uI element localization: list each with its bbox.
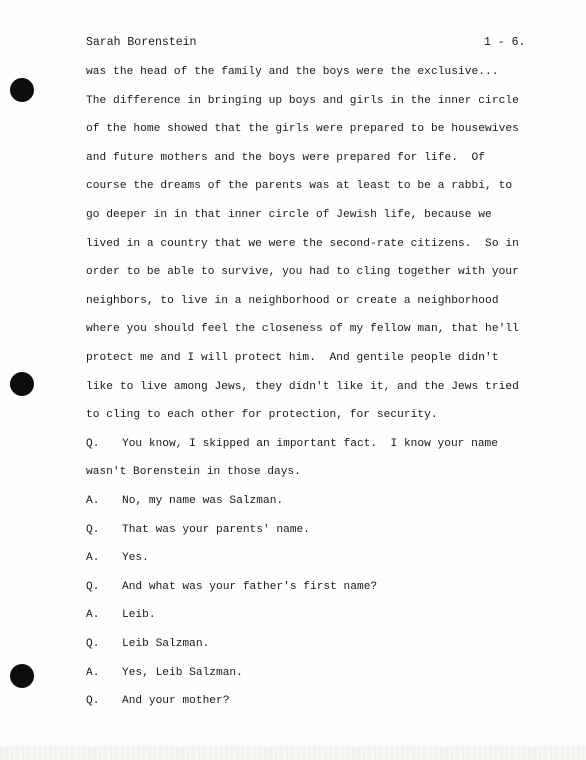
paragraph-line: like to live among Jews, they didn't like it, and the Jews tried — [86, 380, 519, 393]
dialogue-entry — [86, 638, 209, 650]
speaker-tag: A. — [86, 552, 100, 565]
paragraph-line: order to be able to survive, you had to cling together with your — [86, 266, 519, 279]
binder-hole-middle — [10, 372, 34, 396]
dialogue-text: And your mother? — [122, 695, 230, 708]
dialogue-entry — [86, 609, 156, 621]
speaker-tag: Q. — [86, 695, 100, 708]
dialogue-text: Yes, Leib Salzman. — [122, 666, 243, 679]
dialogue-text: That was your parents' name. — [122, 523, 310, 536]
paragraph-line: was the head of the family and the boys were the exclusive... — [86, 66, 499, 78]
dialogue-text: And what was your father's first name? — [122, 580, 378, 593]
paragraph-line: course the dreams of the parents was at least to be a rabbi, to — [86, 180, 513, 193]
speaker-tag: A. — [86, 609, 100, 622]
binder-hole-top — [10, 78, 34, 102]
dialogue-text: Leib. — [122, 609, 156, 622]
paragraph-line: where you should feel the closeness of my fellow man, that he'll — [86, 323, 519, 336]
dialogue-text: wasn't Borenstein in those days. — [86, 466, 301, 479]
paragraph-line: of the home showed that the girls were prepared to be housewives — [86, 123, 519, 136]
paragraph-line: and future mothers and the boys were prepared for life. Of — [86, 151, 486, 164]
speaker-tag: A. — [86, 495, 100, 507]
dialogue-continuation — [86, 466, 301, 478]
speaker-tag: Q. — [86, 580, 100, 593]
paragraph-line: lived in a country that we were the second-rate citizens. So in — [86, 237, 519, 250]
scan-edge — [0, 746, 586, 760]
paragraph-line: to cling to each other for protection, for security. — [86, 409, 438, 422]
paragraph-line: neighbors, to live in a neighborhood or create a neighborhood — [86, 294, 499, 307]
speaker-tag: Q. — [86, 437, 100, 450]
dialogue-entry — [86, 524, 310, 536]
dialogue-entry — [86, 438, 498, 450]
binder-hole-bottom — [10, 664, 34, 688]
dialogue-text: Leib Salzman. — [122, 638, 210, 650]
dialogue-text: No, my name was Salzman. — [122, 495, 284, 507]
dialogue-entry — [86, 667, 243, 679]
dialogue-entry — [86, 552, 149, 564]
paragraph-line: go deeper in in that inner circle of Jewish life, because we — [86, 209, 492, 221]
dialogue-entry — [86, 495, 283, 507]
dialogue-text: Yes. — [122, 552, 149, 565]
speaker-tag: A. — [86, 666, 100, 679]
dialogue-entry — [86, 581, 377, 593]
dialogue-text: You know, I skipped an important fact. I know your name — [122, 437, 498, 450]
dialogue-entry — [86, 695, 229, 707]
paragraph-line: The difference in bringing up boys and girls in the inner circle — [86, 94, 519, 107]
speaker-tag: Q. — [86, 523, 100, 536]
speaker-tag: Q. — [86, 638, 100, 650]
interviewee-name: Sarah Borenstein — [86, 36, 197, 49]
page-number: 1 - 6. — [484, 36, 526, 49]
paragraph-line: protect me and I will protect him. And gentile people didn't — [86, 352, 499, 364]
